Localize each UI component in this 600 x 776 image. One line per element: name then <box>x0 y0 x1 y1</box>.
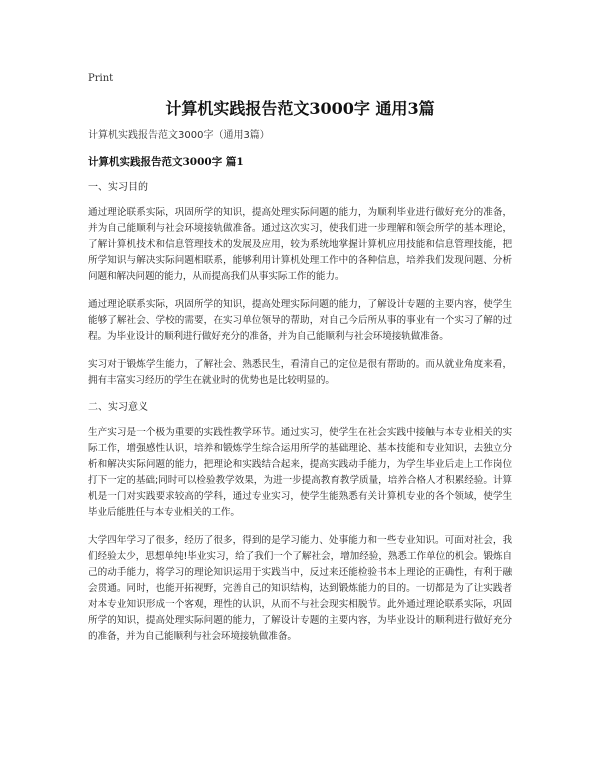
document-subtitle: 计算机实践报告范文3000字（通用3篇） <box>88 130 270 141</box>
section-title: 计算机实践报告范文3000字 篇1 <box>88 156 244 168</box>
paragraph-3: 实习对于锻炼学生能力，了解社会、熟悉民生，看清自己的定位是很有帮助的。而从就业角度来看，拥有丰富实习经历的学生在就业时的优势也是比较明显的。 <box>88 359 512 386</box>
heading-purpose: 一、实习目的 <box>88 182 148 193</box>
document-page <box>88 60 512 645</box>
paragraph-1: 通过理论联系实际，巩固所学的知识，提高处理实际问题的能力，为顺利毕业进行做好充分的准备，并为自己能顺利与社会环境接轨做准备。通过这次实习，使我们进一步理解和领会所学的基本理论，了解计算机技术和信息管理技术的发展及应用，较为系统地掌握计算机应用技能和信息管理技能，把所学知识与解决实际问题相联系，能够利用计算机处理工作中的各种信息，培养我们发现问题、分析问题和解决问题的能力，从而提高我们从事实际工作的能力。 <box>88 207 512 282</box>
page-title: 计算机实践报告范文3000字 通用3篇 <box>165 99 435 118</box>
print-label[interactable]: Print <box>88 73 114 84</box>
paragraph-5: 大学四年学习了很多，经历了很多，得到的是学习能力、处事能力和一些专业知识。可面对社会，我们经验太少，思想单纯!毕业实习，给了我们一个了解社会，增加经验，熟悉工作单位的机会。锻炼自己的动手能力，将学习的理论知识运用于实践当中，反过来还能检验书本上理论的正确性，有利于融会贯通。同时，也能开拓视野，完善自己的知识结构，达到锻炼能力的目的。一切都是为了让实践者对本专业知识形成一个客观，理性的认识，从而不与社会现实相脱节。此外通过理论联系实际，巩固所学的知识，提高处理实际问题的能力，了解设计专题的主要内容，为毕业设计的顺利进行做好充分的准备，并为自己能顺利与社会环境接轨做准备。 <box>88 535 512 642</box>
heading-significance: 二、实习意义 <box>88 402 148 413</box>
paragraph-4: 生产实习是一个极为重要的实践性教学环节。通过实习，使学生在社会实践中接触与本专业相关的实际工作，增强感性认识，培养和锻炼学生综合运用所学的基础理论、基本技能和专业知识，去独立分析和解决实际问题的能力，把理论和实践结合起来，提高实践动手能力，为学生毕业后走上工作岗位打下一定的基础;同时可以检验教学效果，为进一步提高教育教学质量，培养合格人才积累经验。计算机是一门对实践要求较高的学科，通过专业实习，使学生能熟悉有关计算机专业的各个领域，使学生毕业后能胜任与本专业相关的工作。 <box>88 427 512 518</box>
paragraph-2: 通过理论联系实际，巩固所学的知识，提高处理实际问题的能力，了解设计专题的主要内容，使学生能够了解社会、学校的需要，在实习单位领导的帮助，对自己今后所从事的事业有一个实习了解的过程。为毕业设计的顺利进行做好充分的准备，并为自己能顺利与社会环境接轨做准备。 <box>88 299 512 342</box>
